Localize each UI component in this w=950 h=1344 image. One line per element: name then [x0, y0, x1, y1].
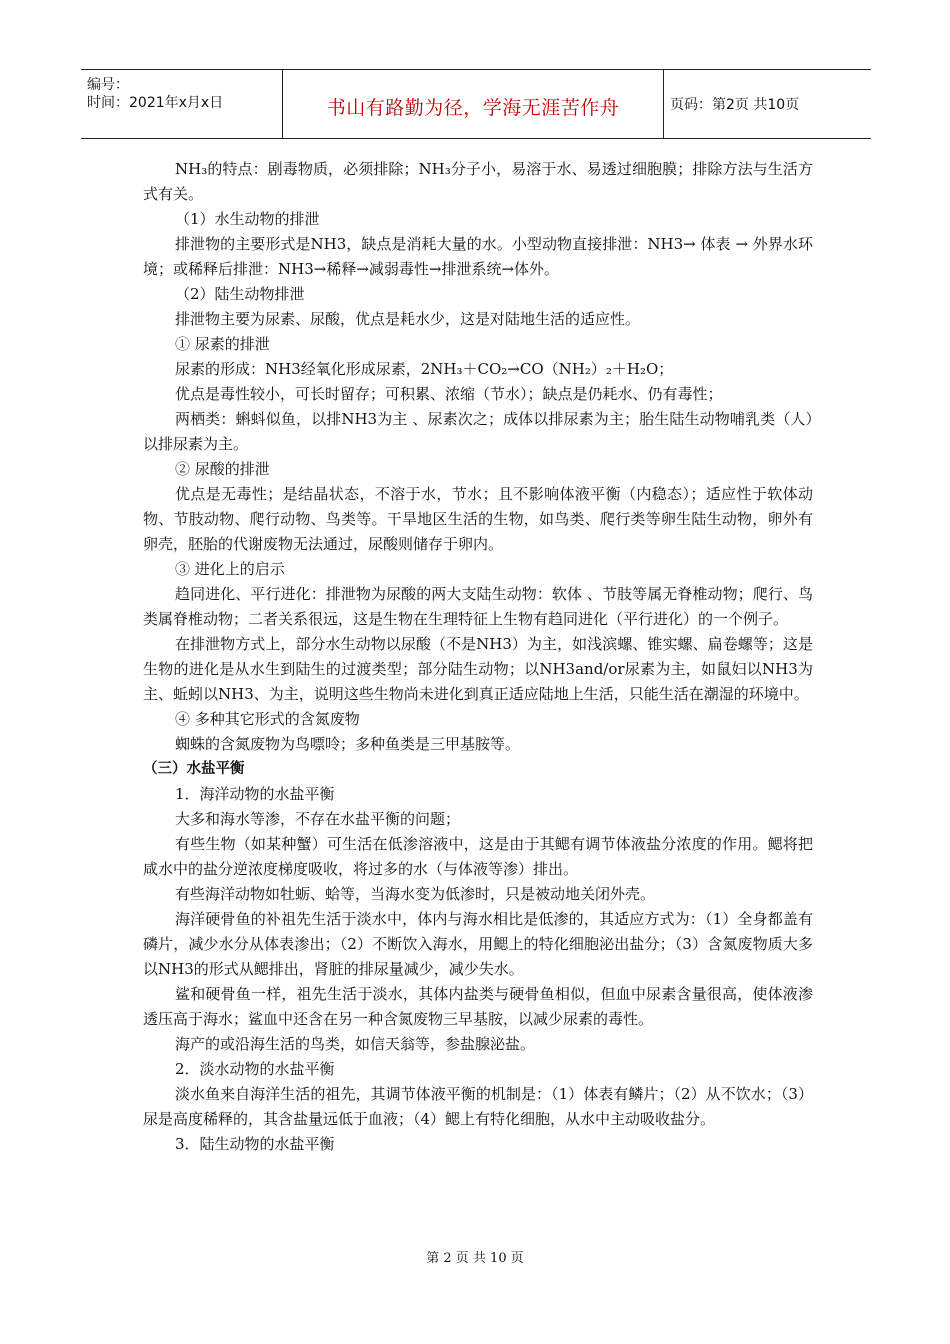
paragraph: 在排泄物方式上，部分水生动物以尿酸（不是NH3）为主，如浅滨螺、锥实螺、扁卷螺等；这是生物的进化是从水生到陆生的过渡类型；部分陆生动物；以NH3and/or尿素为主，如鼠妇以NH3为主、蚯蚓以NH3、为主，说明这些生物尚未进化到真正适应陆地上生活，只能生活在潮湿的环境中。: [143, 635, 813, 703]
paragraph: 3．陆生动物的水盐平衡: [175, 1135, 335, 1153]
paragraph: ① 尿素的排泄: [175, 335, 270, 353]
header-motto: 书山有路勤为径，学海无涯苦作舟: [326, 97, 620, 119]
header-middle-cell: [283, 70, 664, 138]
paragraph: 两栖类：蝌蚪似鱼，以排NH3为主 、尿素次之；成体以排尿素为主；胎生陆生动物哺乳类（人）以排尿素为主。: [143, 410, 813, 453]
document-body: [143, 157, 813, 1157]
paragraph: 海产的或沿海生活的鸟类，如信天翁等，参盐腺泌盐。: [175, 1035, 536, 1053]
page-footer: 第 2 页 共 10 页: [426, 1251, 524, 1266]
paragraph: 尿素的形成：NH3经氧化形成尿素，2NH₃＋CO₂→CO（NH₂）₂＋H₂O；: [175, 360, 674, 378]
paragraph: 趋同进化、平行进化：排泄物为尿酸的两大支陆生动物：软体 、节肢等属无脊椎动物；爬行、鸟类属脊椎动物；二者关系很远，这是生物在生理特征上生物有趋同进化（平行进化）的一个例子。: [143, 585, 813, 628]
section-heading: （三）水盐平衡: [143, 761, 245, 777]
paragraph: 有些生物（如某种蟹）可生活在低渗溶液中，这是由于其鳃有调节体液盐分浓度的作用。鳃将把咸水中的盐分逆浓度梯度吸收，将过多的水（与体液等渗）排出。: [143, 835, 813, 878]
paragraph: 大多和海水等渗，不存在水盐平衡的问题；: [175, 810, 461, 828]
paragraph: NH₃的特点：剧毒物质，必须排除；NH₃分子小，易溶于水、易透过细胞膜；排除方法与生活方式有关。: [143, 160, 813, 203]
paragraph: 优点是毒性较小，可长时留存；可积累、浓缩（节水）；缺点是仍耗水、仍有毒性；: [175, 385, 723, 403]
paragraph: 蜘蛛的含氮废物为鸟嘌呤；多种鱼类是三甲基胺等。: [175, 735, 521, 753]
header-page-info: 页码：第2页 共10页: [670, 97, 800, 113]
paragraph: 排泄物主要为尿素、尿酸，优点是耗水少，这是对陆地生活的适应性。: [175, 310, 641, 328]
header-left-cell: [81, 70, 283, 138]
paragraph: （1）水生动物的排泄: [175, 210, 320, 228]
paragraph: ④ 多种其它形式的含氮废物: [175, 710, 360, 728]
paragraph: 排泄物的主要形式是NH3，缺点是消耗大量的水。小型动物直接排泄：NH3→ 体表 → 外界水环境；或稀释后排泄：NH3→稀释→减弱毒性→排泄系统→体外。: [143, 235, 813, 278]
paragraph: 淡水鱼来自海洋生活的祖先，其调节体液平衡的机制是：（1）体表有鳞片；（2）从不饮水；（3）尿是高度稀释的，其含盐量远低于血液；（4）鳃上有特化细胞，从水中主动吸收盐分。: [143, 1085, 813, 1128]
paragraph: （2）陆生动物排泄: [175, 285, 305, 303]
paragraph: ③ 进化上的启示: [175, 560, 285, 578]
paragraph: 有些海洋动物如牡蛎、蛤等，当海水变为低渗时，只是被动地关闭外壳。: [175, 885, 656, 903]
header-right-cell: [664, 70, 871, 138]
paragraph: 优点是无毒性；是结晶状态，不溶于水，节水；且不影响体液平衡（内稳态）；适应性于软体动物、节肢动物、爬行动物、鸟类等。干旱地区生活的生物，如鸟类、爬行类等卵生陆生动物，卵外有卵壳，胚胎的代谢废物无法通过，尿酸则储存于卵内。: [143, 485, 813, 553]
document-date: 时间：2021年x月x日: [87, 95, 224, 111]
paragraph: ② 尿酸的排泄: [175, 460, 270, 478]
document-number-label: 编号：: [87, 77, 129, 93]
paragraph: 1．海洋动物的水盐平衡: [175, 785, 335, 803]
paragraph: 海洋硬骨鱼的补祖先生活于淡水中，体内与海水相比是低渗的，其适应方式为：（1）全身都盖有磷片，减少水分从体表渗出；（2）不断饮入海水，用鳃上的特化细胞泌出盐分；（3）含氮废物质大多以NH3的形式从鳃排出，肾脏的排尿量减少，减少失水。: [143, 910, 813, 978]
paragraph: 2．淡水动物的水盐平衡: [175, 1060, 335, 1078]
page-header: [81, 69, 871, 139]
paragraph: 鲨和硬骨鱼一样，祖先生活于淡水，其体内盐类与硬骨鱼相似，但血中尿素含量很高，使体液渗透压高于海水；鲨血中还含在另一种含氮废物三早基胺，以减少尿素的毒性。: [143, 985, 813, 1028]
